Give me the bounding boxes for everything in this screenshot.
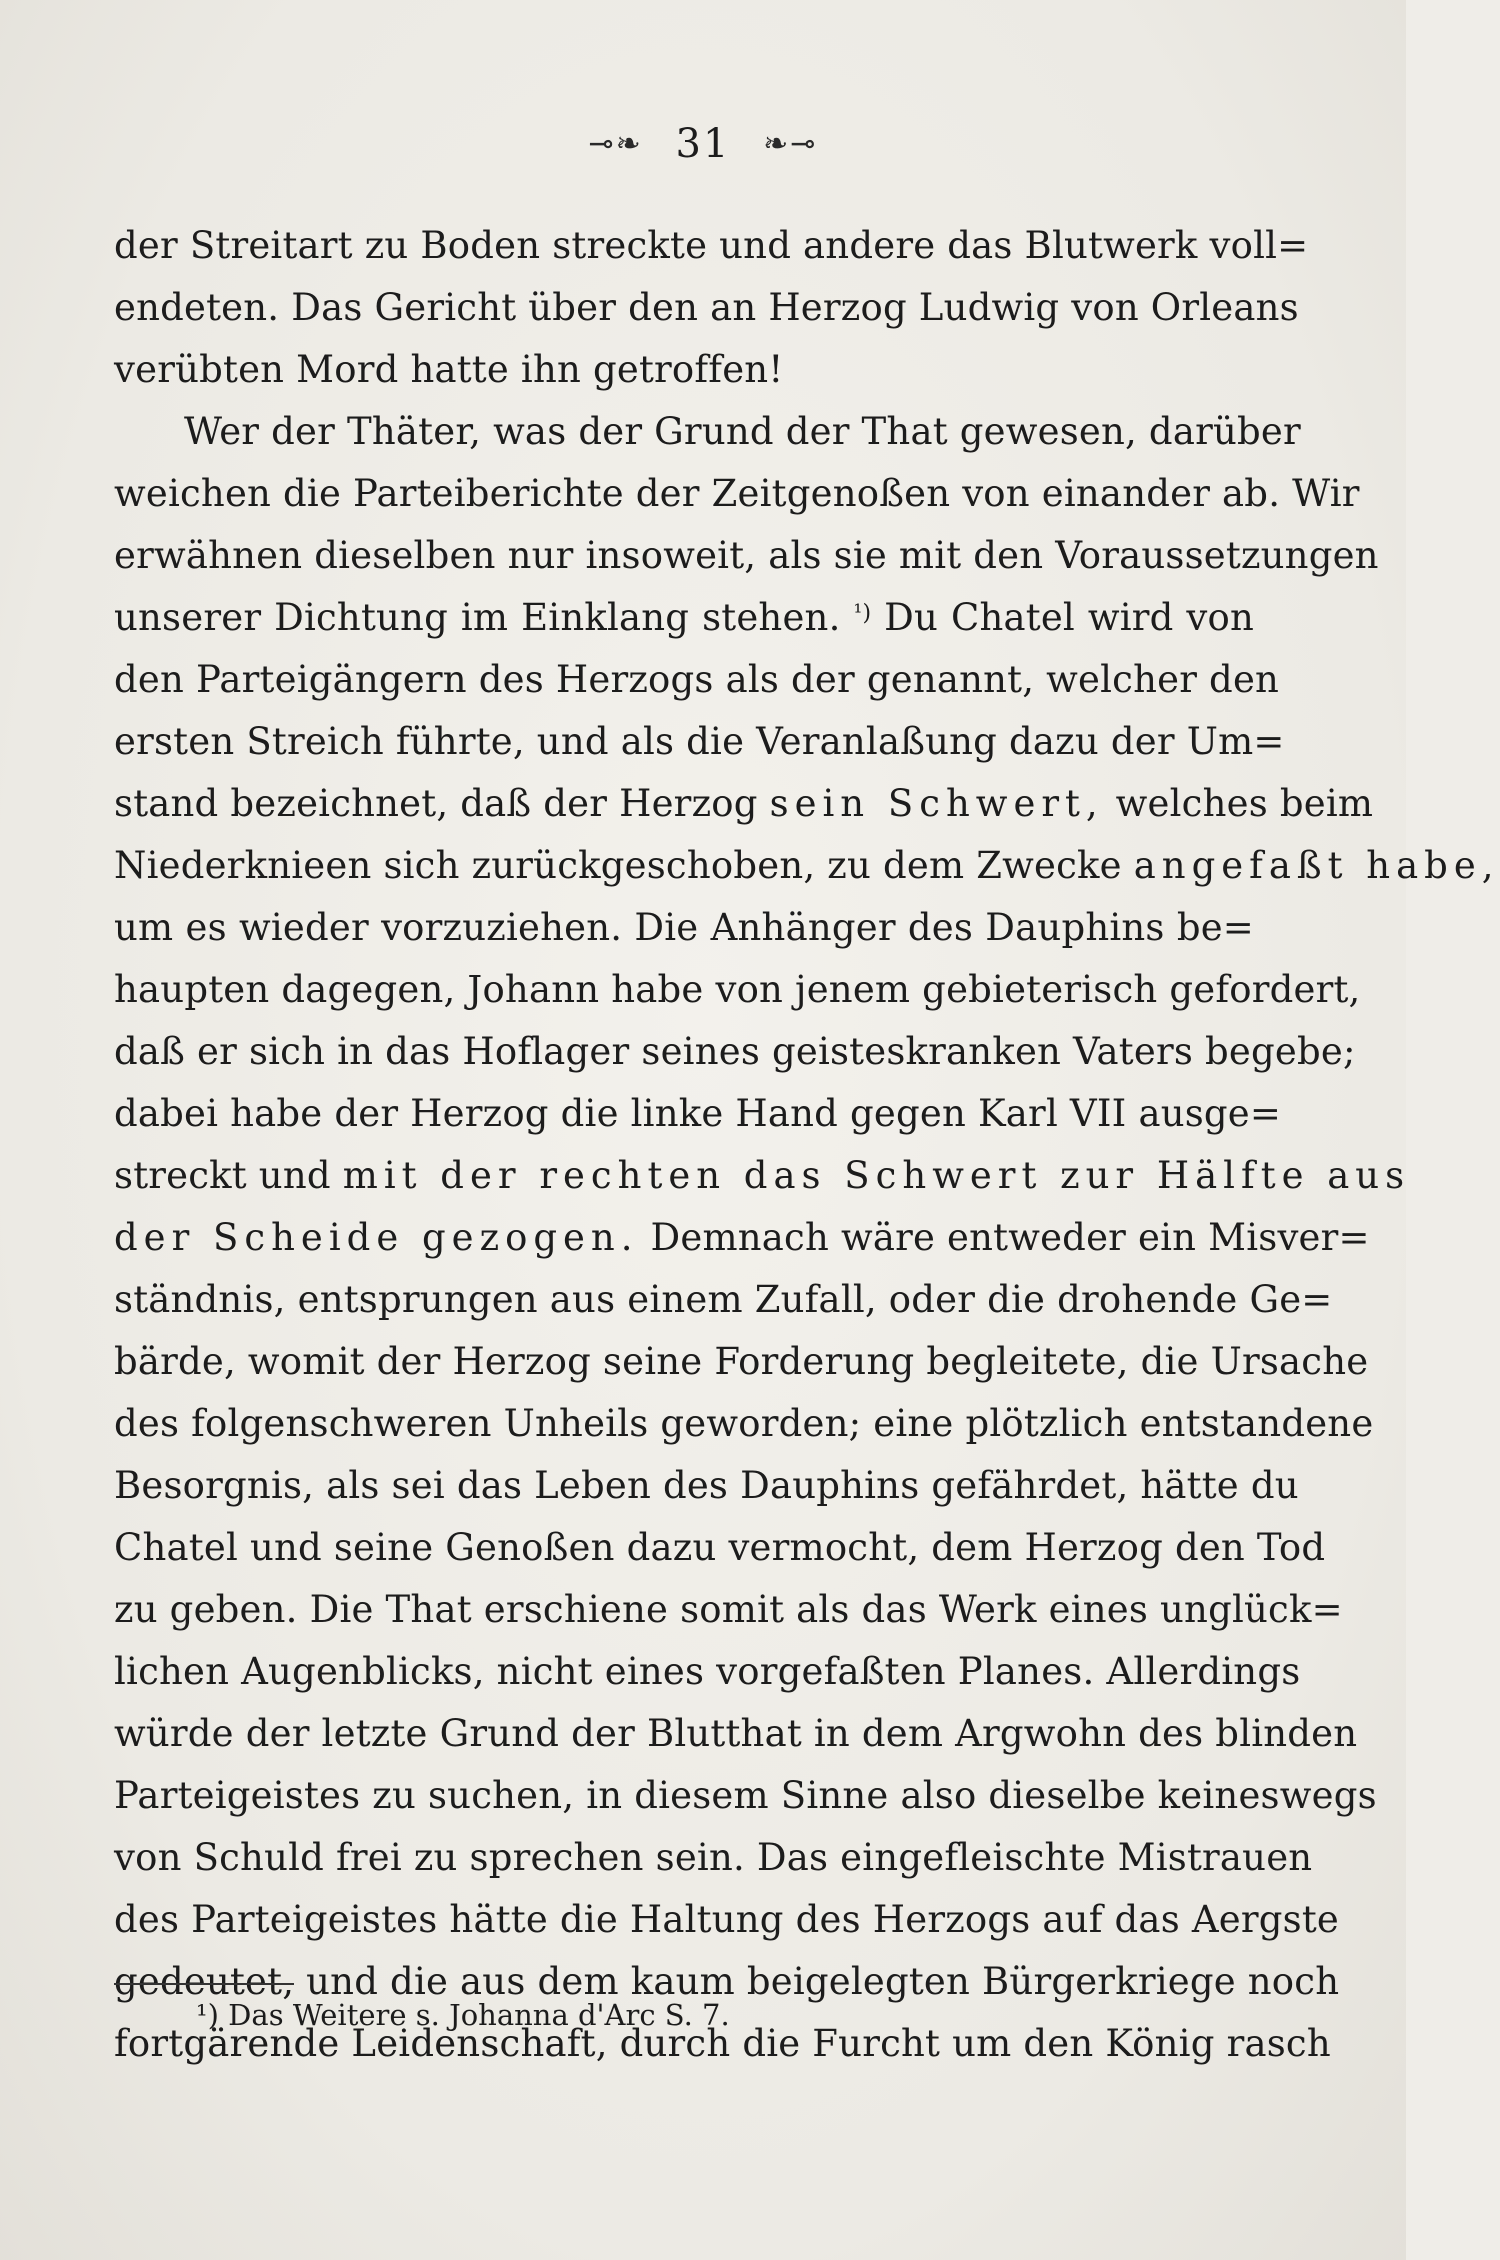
text-line: verübten Mord hatte ihn getroffen!	[114, 348, 784, 391]
ornament-right-icon: ❧⊸	[763, 126, 818, 162]
text-line: weichen die Parteiberichte der Zeitgenoßen von einander ab. Wir	[114, 472, 1360, 515]
footnote-marker: ¹)	[196, 1998, 219, 2032]
body-text	[114, 215, 1500, 2075]
text-line	[114, 1207, 1370, 1269]
spaced-text-segment: sein Schwert,	[769, 782, 1104, 825]
text-line: zu geben. Die That erschiene somit als das Werk eines unglück=	[114, 1588, 1343, 1631]
text-line: erwähnen dieselben nur insoweit, als sie mit den Voraussetzungen	[114, 534, 1379, 577]
text-segment: streckt und	[114, 1154, 331, 1197]
text-line: des folgenschweren Unheils geworden; eine plötzlich entstandene	[114, 1402, 1374, 1445]
text-line	[114, 1145, 1411, 1207]
text-line: lichen Augenblicks, nicht eines vorgefaßten Planes. Allerdings	[114, 1650, 1301, 1693]
spaced-text-segment: der Scheide gezogen.	[114, 1216, 639, 1259]
text-line: Parteigeistes zu suchen, in diesem Sinne also dieselbe keineswegs	[114, 1774, 1377, 1817]
page-header	[0, 118, 1406, 167]
text-line: bärde, womit der Herzog seine Forderung begleitete, die Ursache	[114, 1340, 1369, 1383]
spaced-text-segment: mit der rechten das Schwert zur Hälfte aus	[342, 1154, 1411, 1197]
text-line: ständnis, entsprungen aus einem Zufall, oder die drohende Ge=	[114, 1278, 1333, 1321]
text-segment: stand bezeichnet, daß der Herzog	[114, 782, 758, 825]
text-line: von Schuld frei zu sprechen sein. Das eingefleischte Mistrauen	[114, 1836, 1313, 1879]
text-line: der Streitart zu Boden streckte und andere das Blutwerk voll=	[114, 224, 1309, 267]
text-line: dabei habe der Herzog die linke Hand gegen Karl VII ausge=	[114, 1092, 1282, 1135]
text-line	[114, 835, 1500, 897]
text-segment: welches beim	[1115, 782, 1374, 825]
text-line: endeten. Das Gericht über den an Herzog Ludwig von Orleans	[114, 286, 1299, 329]
footnote-rule	[114, 1983, 294, 1985]
text-line: um es wieder vorzuziehen. Die Anhänger des Dauphins be=	[114, 906, 1254, 949]
footnote-text: Das Weitere s. Johanna d'Arc S. 7.	[228, 1998, 730, 2032]
text-line: Besorgnis, als sei das Leben des Dauphins gefährdet, hätte du	[114, 1464, 1299, 1507]
text-line: fortgärende Leidenschaft, durch die Furcht um den König rasch	[114, 2022, 1331, 2065]
text-line: daß er sich in das Hoflager seines geisteskranken Vaters begebe;	[114, 1030, 1356, 1073]
text-segment: Du Chatel wird von	[884, 596, 1255, 639]
text-line: Wer der Thäter, was der Grund der That gewesen, darüber	[184, 410, 1301, 453]
text-segment: unserer Dichtung im Einklang stehen.	[114, 596, 841, 639]
text-line	[114, 587, 1254, 649]
spaced-text-segment: angefaßt habe,	[1133, 844, 1500, 887]
text-line: den Parteigängern des Herzogs als der genannt, welcher den	[114, 658, 1280, 701]
footnote	[196, 1998, 730, 2032]
text-segment: Demnach wäre entweder ein Misver=	[650, 1216, 1370, 1259]
text-line: gedeutet, und die aus dem kaum beigelegten Bürgerkriege noch	[114, 1960, 1340, 2003]
footnote-reference: ¹)	[853, 601, 872, 626]
text-line: würde der letzte Grund der Blutthat in dem Argwohn des blinden	[114, 1712, 1358, 1755]
text-line: haupten dagegen, Johann habe von jenem gebieterisch gefordert,	[114, 968, 1361, 1011]
text-segment: Niederknieen sich zurückgeschoben, zu dem Zwecke	[114, 844, 1122, 887]
ornament-left-icon: ⊸❧	[588, 126, 643, 162]
page-number: 31	[675, 121, 731, 167]
text-line	[114, 773, 1374, 835]
text-line: ersten Streich führte, und als die Veranlaßung dazu der Um=	[114, 720, 1285, 763]
text-line: Chatel und seine Genoßen dazu vermocht, dem Herzog den Tod	[114, 1526, 1326, 1569]
text-line: des Parteigeistes hätte die Haltung des Herzogs auf das Aergste	[114, 1898, 1339, 1941]
